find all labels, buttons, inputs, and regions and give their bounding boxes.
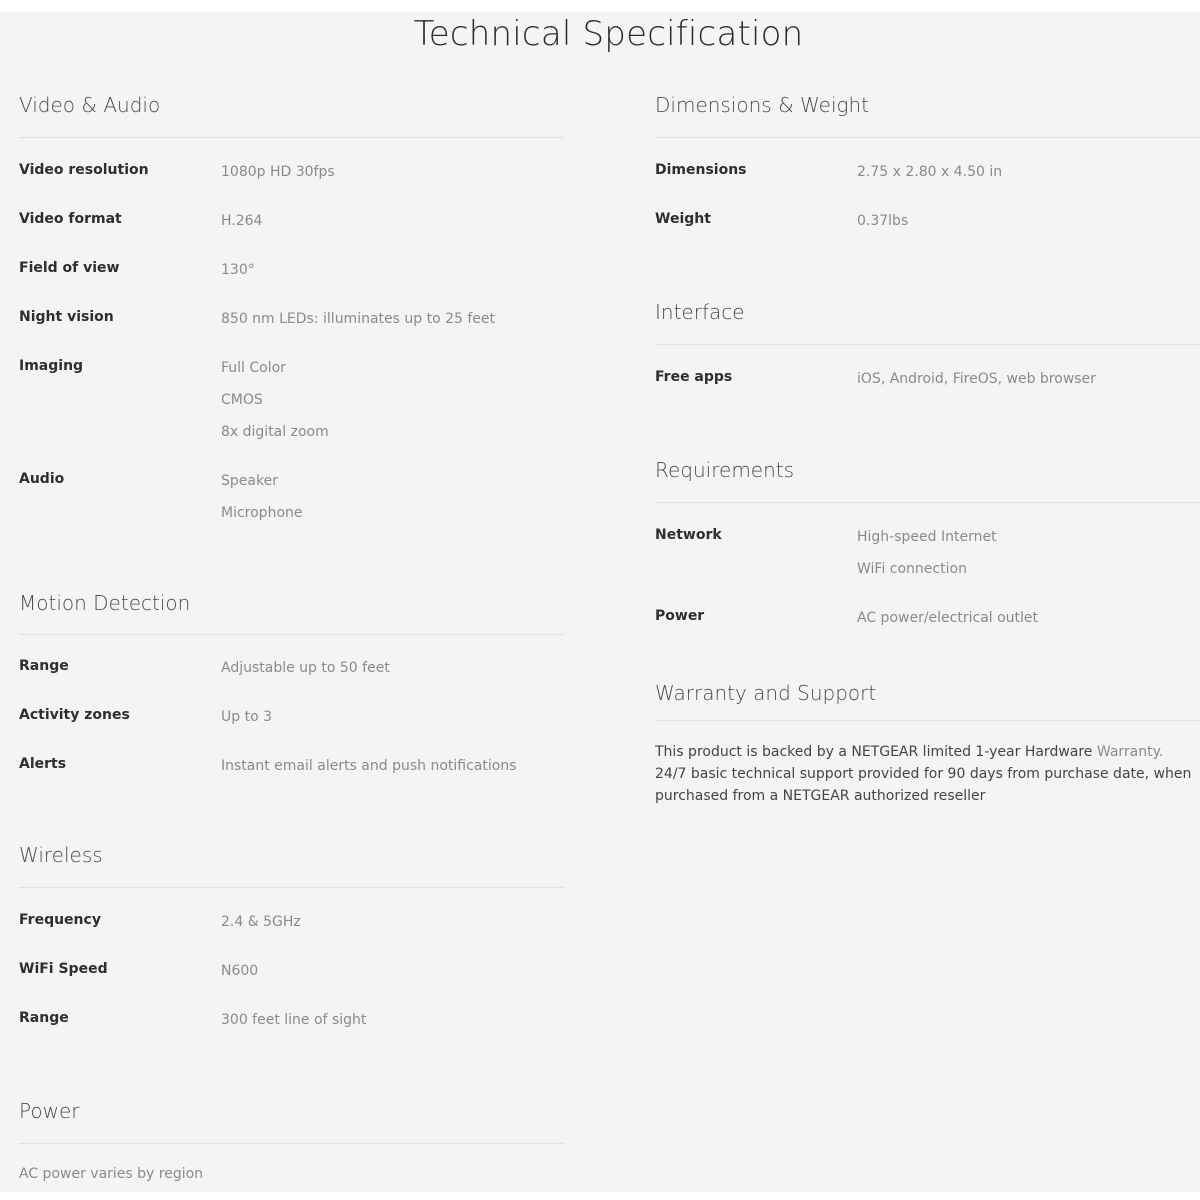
spec-values	[857, 211, 908, 243]
spec-label: Video format	[19, 211, 122, 227]
power-note: AC power varies by region	[19, 1166, 204, 1182]
spec-value: Speaker	[221, 473, 278, 489]
spec-value: H.264	[221, 213, 263, 229]
section-motion-detection	[19, 586, 564, 774]
spec-values	[221, 912, 301, 944]
section-wireless	[19, 838, 564, 1028]
spec-value: 2.75 x 2.80 x 4.50 in	[857, 164, 1003, 180]
spec-values	[857, 608, 1038, 640]
spec-values	[221, 162, 335, 194]
section-interface	[655, 295, 1200, 387]
spec-value: 300 feet line of sight	[221, 1012, 367, 1028]
section-divider	[19, 1143, 564, 1144]
spec-value: 1080p HD 30fps	[221, 164, 335, 180]
spec-values	[857, 527, 997, 591]
section-divider	[655, 137, 1200, 138]
section-heading: Motion Detection	[19, 591, 191, 615]
spec-values	[221, 309, 495, 341]
section-heading: Requirements	[655, 458, 795, 482]
warranty-text-start: This product is backed by a NETGEAR limited 1-year Hardware	[655, 744, 1097, 760]
spec-value: 0.37lbs	[857, 213, 909, 229]
spec-label: Imaging	[19, 358, 84, 374]
spec-value: 2.4 & 5GHz	[221, 914, 301, 930]
spec-label: WiFi Speed	[19, 961, 108, 977]
spec-values	[857, 162, 1002, 194]
section-heading: Interface	[655, 300, 745, 324]
spec-label: Range	[19, 1010, 69, 1026]
section-divider	[19, 634, 564, 635]
spec-label: Activity zones	[19, 707, 130, 723]
section-divider	[19, 887, 564, 888]
spec-value: CMOS	[221, 392, 263, 408]
section-divider	[655, 720, 1200, 721]
spec-values	[221, 961, 258, 993]
section-divider	[655, 502, 1200, 503]
section-power	[19, 1094, 564, 1182]
spec-value: iOS, Android, FireOS, web browser	[857, 371, 1096, 387]
section-requirements	[655, 453, 1200, 626]
spec-label: Alerts	[19, 756, 67, 772]
spec-value: Instant email alerts and push notifications	[221, 758, 517, 774]
section-heading: Power	[19, 1099, 80, 1123]
section-divider	[655, 344, 1200, 345]
spec-value: 8x digital zoom	[221, 424, 329, 440]
spec-label: Power	[655, 608, 705, 624]
warranty-text	[655, 741, 1195, 807]
section-divider	[19, 137, 564, 138]
spec-value: 130°	[221, 262, 255, 278]
spec-values	[221, 471, 303, 535]
spec-values	[221, 1010, 366, 1042]
spec-label: Audio	[19, 471, 65, 487]
spec-values	[221, 358, 329, 454]
section-video-audio	[19, 88, 564, 521]
section-warranty-support	[655, 676, 1200, 804]
spec-values	[221, 658, 390, 690]
spec-value: 850 nm LEDs: illuminates up to 25 feet	[221, 311, 496, 327]
spec-values	[221, 756, 517, 788]
spec-values	[857, 369, 1096, 401]
section-dimensions-weight	[655, 88, 1200, 229]
spec-label: Weight	[655, 211, 711, 227]
spec-value: Up to 3	[221, 709, 272, 725]
spec-value: Adjustable up to 50 feet	[221, 660, 390, 676]
spec-label: Dimensions	[655, 162, 747, 178]
spec-label: Network	[655, 527, 722, 543]
spec-value: AC power/electrical outlet	[857, 610, 1039, 626]
spec-value: High-speed Internet	[857, 529, 997, 545]
warranty-link[interactable]: Warranty.	[1096, 744, 1164, 760]
spec-values	[221, 211, 262, 243]
warranty-text-end: 24/7 basic technical support provided for 90 days from purchase date, when purchased from a NETGEAR authorized reseller	[655, 766, 1192, 804]
spec-values	[221, 260, 255, 292]
spec-value: WiFi connection	[857, 561, 967, 577]
section-heading: Video & Audio	[19, 93, 161, 117]
spec-label: Frequency	[19, 912, 101, 928]
section-heading: Wireless	[19, 843, 103, 867]
section-heading: Dimensions & Weight	[655, 93, 870, 117]
spec-label: Video resolution	[19, 162, 149, 178]
spec-label: Range	[19, 658, 69, 674]
spec-label: Field of view	[19, 260, 120, 276]
spec-value: Full Color	[221, 360, 286, 376]
page-title: Technical Specification	[413, 14, 804, 54]
spec-value: N600	[221, 963, 259, 979]
spec-values	[221, 707, 272, 739]
spec-label: Night vision	[19, 309, 114, 325]
spec-value: Microphone	[221, 505, 303, 521]
section-heading: Warranty and Support	[655, 681, 877, 705]
spec-label: Free apps	[655, 369, 733, 385]
